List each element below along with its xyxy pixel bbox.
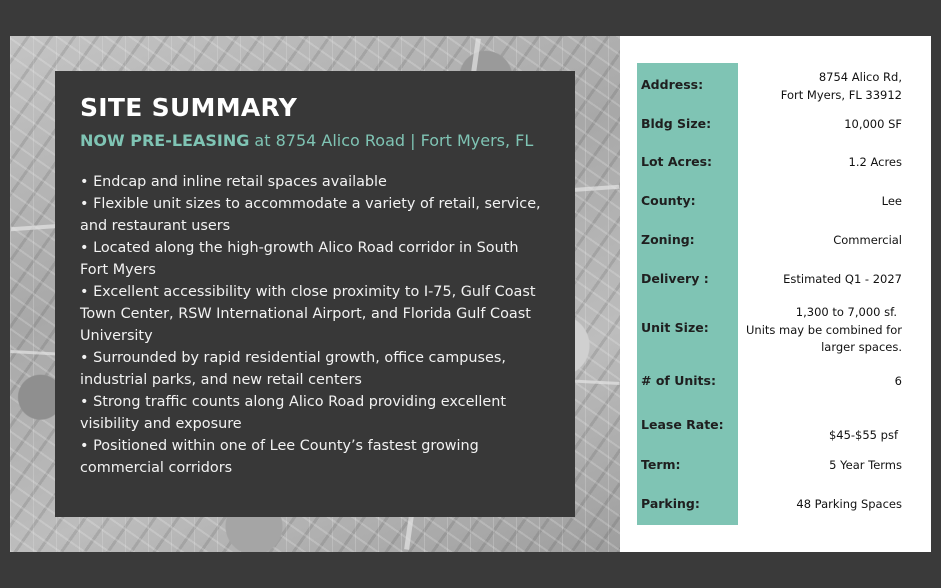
list-item: commercial corridors <box>80 460 233 476</box>
address-line1: 8754 Alico Rd, <box>818 70 902 84</box>
list-item: • Endcap and inline retail spaces available <box>80 174 387 190</box>
address-label: Address: <box>641 77 704 92</box>
details-label-column <box>637 63 738 525</box>
list-item: Fort Myers <box>80 262 156 278</box>
county-value: Lee <box>881 194 902 208</box>
page-title: SITE SUMMARY <box>80 93 298 122</box>
parking-label: Parking: <box>641 496 700 511</box>
units-count-label: # of Units: <box>641 373 716 388</box>
unit-size-value <box>746 304 902 357</box>
list-item: • Surrounded by rapid residential growth, office campuses, <box>80 350 506 366</box>
unit-size-label: Unit Size: <box>641 320 709 335</box>
delivery-label: Delivery : <box>641 271 709 286</box>
slide-frame <box>10 36 931 552</box>
subtitle-address: at 8754 Alico Road | Fort Myers, FL <box>249 131 534 150</box>
bldg-size-label: Bldg Size: <box>641 116 712 131</box>
list-item: • Positioned within one of Lee County’s fastest growing <box>80 438 479 454</box>
term-value: 5 Year Terms <box>829 458 902 472</box>
parking-value: 48 Parking Spaces <box>796 497 902 511</box>
units-count-value: 6 <box>894 374 902 388</box>
list-item: and restaurant users <box>80 218 231 234</box>
list-item: Town Center, RSW International Airport, and Florida Gulf Coast <box>80 306 531 322</box>
list-item: industrial parks, and new retail centers <box>80 372 362 388</box>
bldg-size-value: 10,000 SF <box>844 117 902 131</box>
unit-size-line3: larger spaces. <box>821 340 902 354</box>
lease-rate-value: $45-$55 psf <box>828 428 898 442</box>
feature-list <box>80 171 549 479</box>
lease-rate-label: Lease Rate: <box>641 417 724 432</box>
list-item: • Flexible unit sizes to accommodate a variety of retail, service, <box>80 196 541 212</box>
delivery-value: Estimated Q1 - 2027 <box>783 272 902 286</box>
county-label: County: <box>641 193 696 208</box>
list-item: • Strong traffic counts along Alico Road providing excellent <box>80 394 507 410</box>
address-line2: Fort Myers, FL 33912 <box>780 87 902 102</box>
address-value <box>781 69 902 104</box>
zoning-value: Commercial <box>833 233 902 247</box>
lot-acres-value: 1.2 Acres <box>848 155 902 169</box>
pre-leasing-highlight: NOW PRE-LEASING <box>80 131 250 150</box>
list-item: visibility and exposure <box>80 416 242 432</box>
site-summary-panel <box>55 71 575 517</box>
lot-acres-label: Lot Acres: <box>641 154 713 169</box>
list-item: University <box>80 328 153 344</box>
list-item: • Excellent accessibility with close proximity to I-75, Gulf Coast <box>80 284 536 300</box>
subtitle <box>80 129 549 153</box>
unit-size-line2: Units may be combined for <box>746 322 902 337</box>
zoning-label: Zoning: <box>641 232 695 247</box>
unit-size-line1: 1,300 to 7,000 sf. <box>795 305 897 319</box>
list-item: • Located along the high-growth Alico Road corridor in South <box>80 240 519 256</box>
term-label: Term: <box>641 457 681 472</box>
